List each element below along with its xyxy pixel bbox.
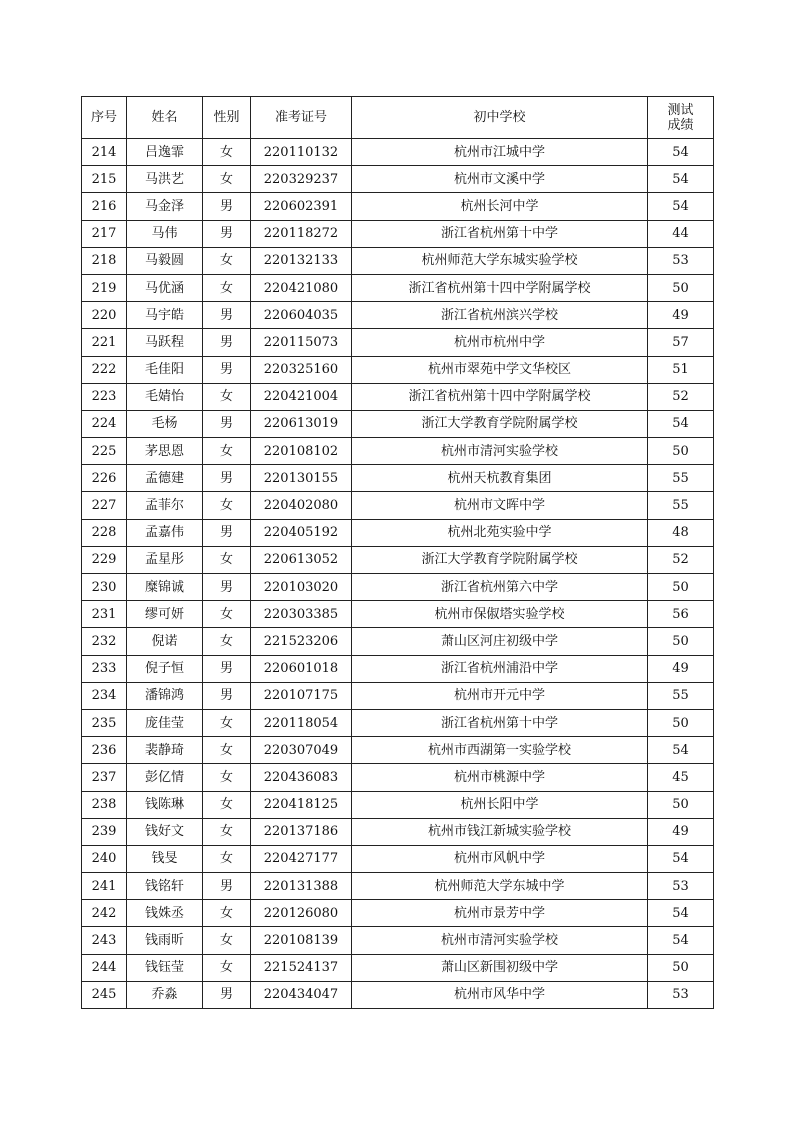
cell-gender: 男: [203, 465, 251, 492]
cell-exam-id: 220602391: [251, 193, 352, 220]
table-row: [82, 220, 714, 247]
cell-index: 217: [82, 220, 127, 247]
table-row: [82, 655, 714, 682]
cell-gender: 女: [203, 709, 251, 736]
table-row: [82, 193, 714, 220]
table-row: [82, 682, 714, 709]
cell-name: 马洪艺: [127, 166, 203, 193]
cell-name: 钱姝丞: [127, 900, 203, 927]
cell-school: 浙江省杭州滨兴学校: [352, 302, 648, 329]
header-school: 初中学校: [352, 97, 648, 139]
cell-score: 50: [648, 438, 714, 465]
cell-exam-id: 220110132: [251, 139, 352, 166]
cell-exam-id: 220418125: [251, 791, 352, 818]
cell-school: 杭州市清河实验学校: [352, 438, 648, 465]
cell-score: 55: [648, 465, 714, 492]
header-index: 序号: [82, 97, 127, 139]
cell-gender: 女: [203, 628, 251, 655]
cell-exam-id: 220604035: [251, 302, 352, 329]
cell-score: 54: [648, 737, 714, 764]
cell-gender: 女: [203, 900, 251, 927]
cell-school: 杭州长河中学: [352, 193, 648, 220]
cell-score: 45: [648, 764, 714, 791]
cell-exam-id: 220434047: [251, 981, 352, 1008]
cell-name: 缪可妍: [127, 601, 203, 628]
cell-exam-id: 220115073: [251, 329, 352, 356]
table-row: [82, 546, 714, 573]
cell-school: 浙江大学教育学院附属学校: [352, 410, 648, 437]
score-table: [81, 96, 714, 1009]
cell-exam-id: 221524137: [251, 954, 352, 981]
cell-index: 233: [82, 655, 127, 682]
table-row: [82, 764, 714, 791]
cell-name: 毛佳阳: [127, 356, 203, 383]
cell-school: 浙江省杭州第六中学: [352, 574, 648, 601]
cell-score: 54: [648, 900, 714, 927]
cell-score: 54: [648, 166, 714, 193]
cell-index: 227: [82, 492, 127, 519]
cell-name: 钱旻: [127, 845, 203, 872]
cell-school: 杭州市文晖中学: [352, 492, 648, 519]
table-row: [82, 845, 714, 872]
cell-gender: 女: [203, 546, 251, 573]
cell-score: 54: [648, 139, 714, 166]
cell-gender: 男: [203, 682, 251, 709]
cell-score: 52: [648, 383, 714, 410]
cell-school: 杭州市风帆中学: [352, 845, 648, 872]
cell-school: 杭州北苑实验中学: [352, 519, 648, 546]
cell-school: 浙江大学教育学院附属学校: [352, 546, 648, 573]
cell-name: 孟菲尔: [127, 492, 203, 519]
table-row: [82, 709, 714, 736]
cell-exam-id: 220130155: [251, 465, 352, 492]
cell-exam-id: 220613019: [251, 410, 352, 437]
cell-school: 浙江省杭州第十四中学附属学校: [352, 383, 648, 410]
cell-exam-id: 220421080: [251, 274, 352, 301]
cell-gender: 男: [203, 220, 251, 247]
cell-gender: 女: [203, 737, 251, 764]
cell-exam-id: 220329237: [251, 166, 352, 193]
cell-name: 孟嘉伟: [127, 519, 203, 546]
cell-score: 50: [648, 791, 714, 818]
table-row: [82, 981, 714, 1008]
table-row: [82, 329, 714, 356]
cell-name: 孟星彤: [127, 546, 203, 573]
cell-score: 54: [648, 410, 714, 437]
cell-exam-id: 220107175: [251, 682, 352, 709]
cell-school: 杭州长阳中学: [352, 791, 648, 818]
cell-score: 53: [648, 981, 714, 1008]
table-row: [82, 166, 714, 193]
cell-name: 毛杨: [127, 410, 203, 437]
cell-name: 钱钰莹: [127, 954, 203, 981]
cell-exam-id: 220402080: [251, 492, 352, 519]
cell-exam-id: 220601018: [251, 655, 352, 682]
cell-exam-id: 220103020: [251, 574, 352, 601]
table-row: [82, 410, 714, 437]
cell-name: 彭亿情: [127, 764, 203, 791]
cell-gender: 男: [203, 655, 251, 682]
table-row: [82, 519, 714, 546]
cell-school: 杭州天杭教育集团: [352, 465, 648, 492]
cell-exam-id: 220436083: [251, 764, 352, 791]
table-row: [82, 139, 714, 166]
cell-school: 杭州市开元中学: [352, 682, 648, 709]
cell-score: 53: [648, 873, 714, 900]
table-row: [82, 356, 714, 383]
cell-exam-id: 220307049: [251, 737, 352, 764]
cell-exam-id: 221523206: [251, 628, 352, 655]
cell-index: 216: [82, 193, 127, 220]
cell-name: 糜锦诚: [127, 574, 203, 601]
cell-index: 236: [82, 737, 127, 764]
cell-name: 毛婧怡: [127, 383, 203, 410]
cell-name: 乔淼: [127, 981, 203, 1008]
cell-gender: 女: [203, 791, 251, 818]
cell-gender: 女: [203, 764, 251, 791]
cell-exam-id: 220126080: [251, 900, 352, 927]
cell-score: 50: [648, 954, 714, 981]
cell-exam-id: 220421004: [251, 383, 352, 410]
cell-gender: 女: [203, 954, 251, 981]
table-row: [82, 628, 714, 655]
cell-gender: 女: [203, 139, 251, 166]
cell-index: 220: [82, 302, 127, 329]
header-score: 测试 成绩: [648, 97, 714, 139]
cell-gender: 女: [203, 927, 251, 954]
cell-index: 226: [82, 465, 127, 492]
cell-index: 223: [82, 383, 127, 410]
cell-exam-id: 220108102: [251, 438, 352, 465]
cell-exam-id: 220303385: [251, 601, 352, 628]
cell-score: 49: [648, 818, 714, 845]
table-row: [82, 383, 714, 410]
cell-name: 潘锦鸿: [127, 682, 203, 709]
cell-index: 218: [82, 247, 127, 274]
cell-score: 54: [648, 845, 714, 872]
cell-exam-id: 220118272: [251, 220, 352, 247]
cell-index: 240: [82, 845, 127, 872]
cell-index: 241: [82, 873, 127, 900]
cell-name: 马优涵: [127, 274, 203, 301]
cell-name: 吕逸霏: [127, 139, 203, 166]
table-row: [82, 574, 714, 601]
table-row: [82, 818, 714, 845]
cell-index: 238: [82, 791, 127, 818]
cell-index: 229: [82, 546, 127, 573]
cell-score: 50: [648, 574, 714, 601]
cell-school: 浙江省杭州浦沿中学: [352, 655, 648, 682]
table-row: [82, 954, 714, 981]
cell-school: 杭州市钱江新城实验学校: [352, 818, 648, 845]
cell-index: 230: [82, 574, 127, 601]
cell-index: 234: [82, 682, 127, 709]
header-row: [82, 97, 714, 139]
cell-name: 钱雨昕: [127, 927, 203, 954]
cell-gender: 男: [203, 329, 251, 356]
cell-score: 55: [648, 492, 714, 519]
cell-gender: 女: [203, 845, 251, 872]
cell-score: 56: [648, 601, 714, 628]
cell-school: 萧山区河庄初级中学: [352, 628, 648, 655]
cell-school: 杭州市清河实验学校: [352, 927, 648, 954]
cell-school: 浙江省杭州第十中学: [352, 220, 648, 247]
cell-score: 51: [648, 356, 714, 383]
cell-gender: 男: [203, 410, 251, 437]
cell-gender: 男: [203, 574, 251, 601]
cell-school: 萧山区新围初级中学: [352, 954, 648, 981]
cell-gender: 女: [203, 818, 251, 845]
cell-index: 222: [82, 356, 127, 383]
cell-score: 50: [648, 709, 714, 736]
header-gender: 性别: [203, 97, 251, 139]
table-row: [82, 465, 714, 492]
cell-index: 225: [82, 438, 127, 465]
cell-exam-id: 220613052: [251, 546, 352, 573]
cell-score: 50: [648, 274, 714, 301]
cell-gender: 女: [203, 492, 251, 519]
table-row: [82, 927, 714, 954]
cell-gender: 男: [203, 981, 251, 1008]
table-body: [82, 139, 714, 1009]
cell-gender: 女: [203, 383, 251, 410]
cell-name: 马伟: [127, 220, 203, 247]
cell-gender: 男: [203, 519, 251, 546]
cell-name: 钱陈琳: [127, 791, 203, 818]
table-row: [82, 302, 714, 329]
cell-index: 221: [82, 329, 127, 356]
cell-score: 54: [648, 927, 714, 954]
cell-exam-id: 220427177: [251, 845, 352, 872]
cell-index: 239: [82, 818, 127, 845]
cell-exam-id: 220325160: [251, 356, 352, 383]
cell-score: 55: [648, 682, 714, 709]
cell-name: 马金泽: [127, 193, 203, 220]
cell-index: 242: [82, 900, 127, 927]
cell-name: 孟德建: [127, 465, 203, 492]
cell-name: 马跃程: [127, 329, 203, 356]
table-row: [82, 274, 714, 301]
cell-school: 杭州师范大学东城实验学校: [352, 247, 648, 274]
cell-exam-id: 220118054: [251, 709, 352, 736]
cell-index: 215: [82, 166, 127, 193]
header-name: 姓名: [127, 97, 203, 139]
cell-school: 杭州市风华中学: [352, 981, 648, 1008]
cell-index: 235: [82, 709, 127, 736]
cell-school: 杭州市江城中学: [352, 139, 648, 166]
cell-exam-id: 220131388: [251, 873, 352, 900]
cell-index: 214: [82, 139, 127, 166]
cell-school: 杭州市景芳中学: [352, 900, 648, 927]
cell-school: 杭州市杭州中学: [352, 329, 648, 356]
table-row: [82, 791, 714, 818]
cell-exam-id: 220108139: [251, 927, 352, 954]
header-exam-id: 准考证号: [251, 97, 352, 139]
cell-school: 浙江省杭州第十中学: [352, 709, 648, 736]
cell-index: 228: [82, 519, 127, 546]
cell-school: 杭州市西湖第一实验学校: [352, 737, 648, 764]
cell-gender: 女: [203, 166, 251, 193]
cell-index: 244: [82, 954, 127, 981]
table-row: [82, 247, 714, 274]
cell-gender: 女: [203, 247, 251, 274]
cell-score: 49: [648, 655, 714, 682]
cell-school: 杭州市保俶塔实验学校: [352, 601, 648, 628]
cell-score: 52: [648, 546, 714, 573]
table-row: [82, 737, 714, 764]
cell-name: 倪诺: [127, 628, 203, 655]
cell-score: 48: [648, 519, 714, 546]
cell-name: 钱铭轩: [127, 873, 203, 900]
cell-name: 钱好文: [127, 818, 203, 845]
cell-school: 杭州师范大学东城中学: [352, 873, 648, 900]
table-row: [82, 601, 714, 628]
cell-name: 马毅圆: [127, 247, 203, 274]
cell-gender: 女: [203, 274, 251, 301]
cell-index: 245: [82, 981, 127, 1008]
cell-score: 49: [648, 302, 714, 329]
table-row: [82, 900, 714, 927]
cell-exam-id: 220405192: [251, 519, 352, 546]
cell-gender: 女: [203, 601, 251, 628]
cell-school: 杭州市桃源中学: [352, 764, 648, 791]
cell-index: 219: [82, 274, 127, 301]
cell-score: 54: [648, 193, 714, 220]
cell-score: 50: [648, 628, 714, 655]
cell-gender: 男: [203, 356, 251, 383]
cell-index: 243: [82, 927, 127, 954]
cell-school: 杭州市文溪中学: [352, 166, 648, 193]
table-row: [82, 492, 714, 519]
cell-name: 庞佳莹: [127, 709, 203, 736]
cell-index: 232: [82, 628, 127, 655]
cell-name: 倪子恒: [127, 655, 203, 682]
table-row: [82, 438, 714, 465]
cell-name: 茅思恩: [127, 438, 203, 465]
cell-index: 231: [82, 601, 127, 628]
table-row: [82, 873, 714, 900]
cell-gender: 男: [203, 193, 251, 220]
cell-exam-id: 220132133: [251, 247, 352, 274]
cell-score: 53: [648, 247, 714, 274]
cell-school: 浙江省杭州第十四中学附属学校: [352, 274, 648, 301]
cell-gender: 男: [203, 302, 251, 329]
cell-exam-id: 220137186: [251, 818, 352, 845]
cell-name: 裴静琦: [127, 737, 203, 764]
cell-index: 237: [82, 764, 127, 791]
cell-school: 杭州市翠苑中学文华校区: [352, 356, 648, 383]
cell-gender: 男: [203, 873, 251, 900]
cell-name: 马宇皓: [127, 302, 203, 329]
cell-score: 44: [648, 220, 714, 247]
cell-gender: 女: [203, 438, 251, 465]
cell-index: 224: [82, 410, 127, 437]
cell-score: 57: [648, 329, 714, 356]
